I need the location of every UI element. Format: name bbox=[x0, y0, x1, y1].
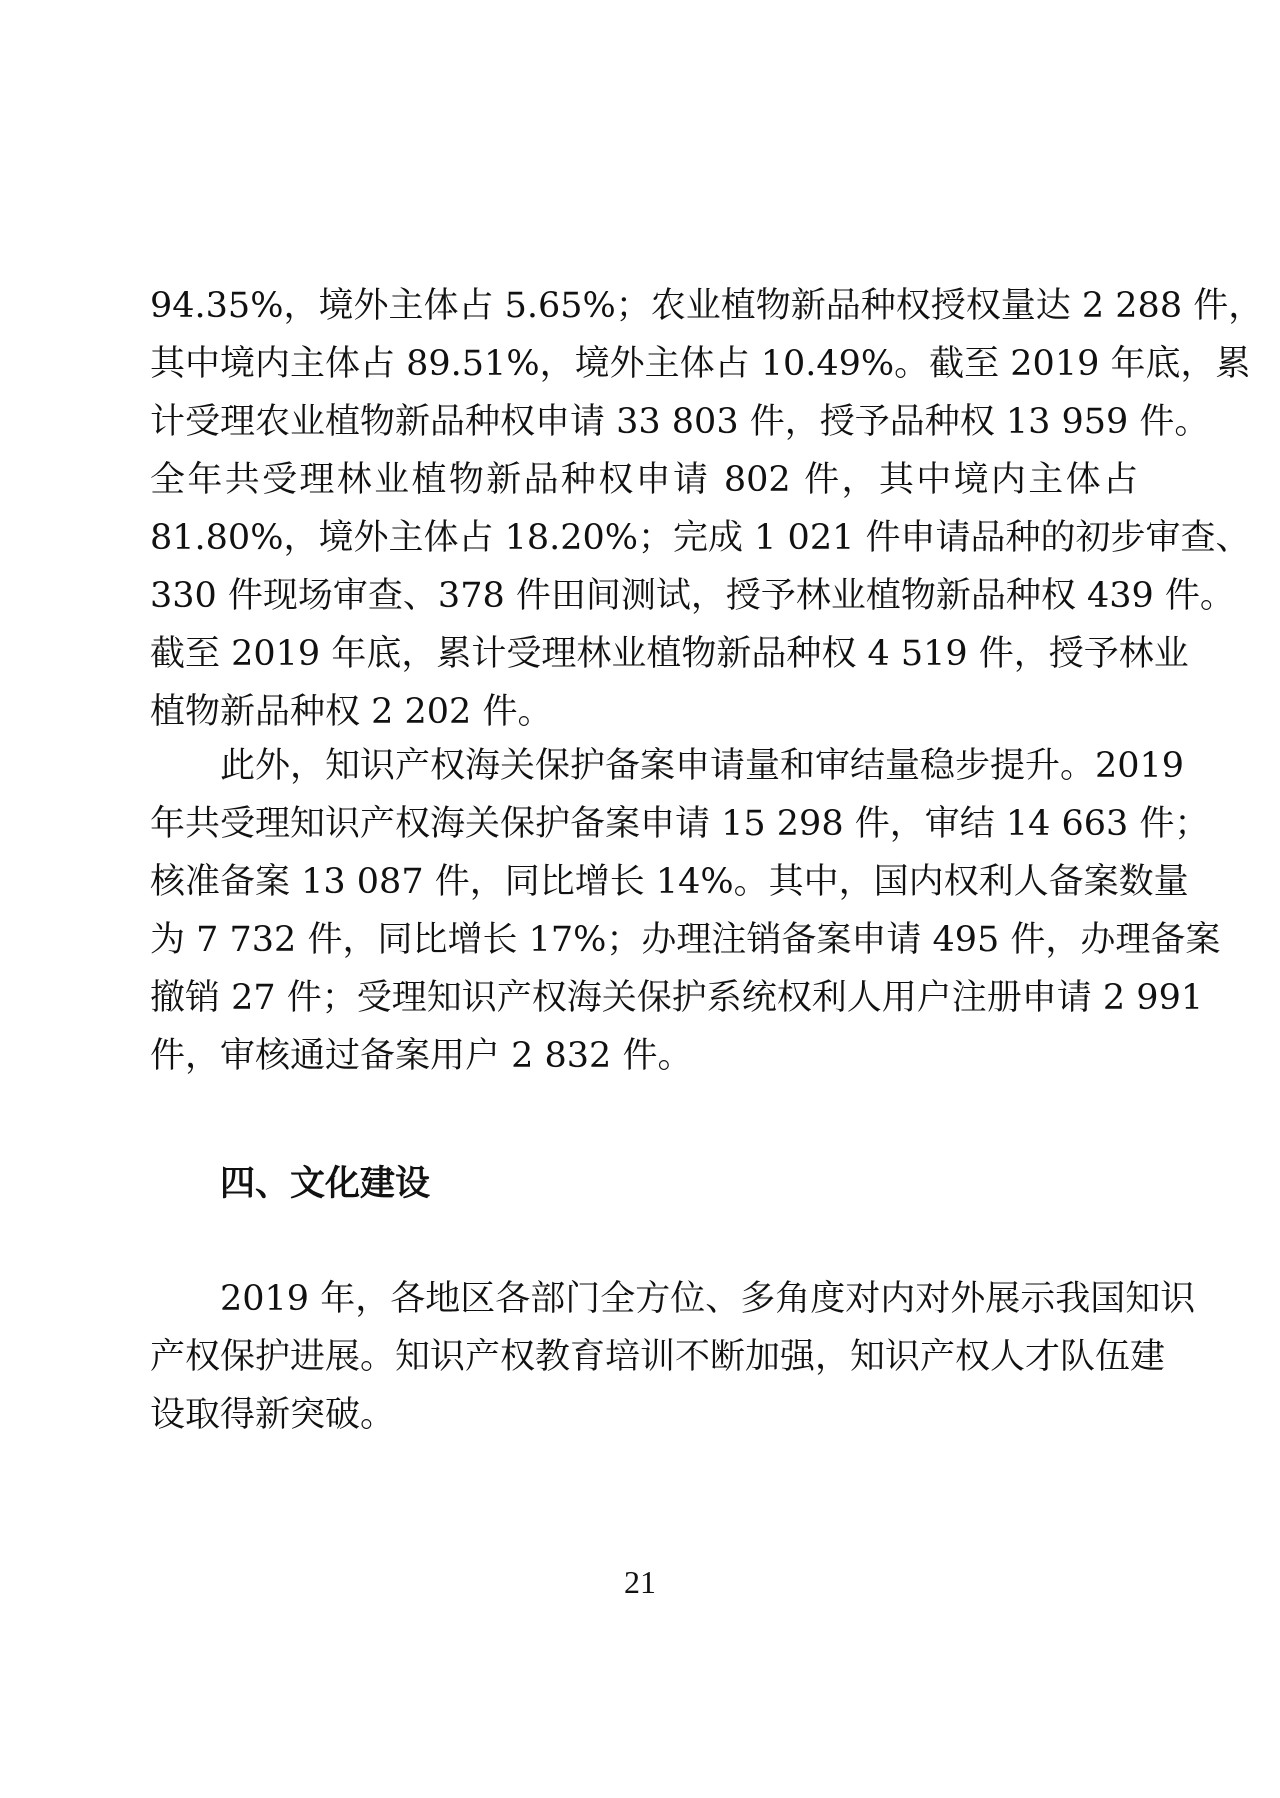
text-line: 截至 2019 年底，累计受理林业植物新品种权 4 519 件，授予林业 bbox=[150, 634, 1189, 674]
text-line: 全年共受理林业植物新品种权申请 802 件，其中境内主体占 bbox=[150, 460, 1138, 500]
text-line: 2019 年，各地区各部门全方位、多角度对内对外展示我国知识 bbox=[220, 1279, 1196, 1319]
text-line: 件，审核通过备案用户 2 832 件。 bbox=[150, 1036, 693, 1076]
text-line: 撤销 27 件；受理知识产权海关保护系统权利人用户注册申请 2 991 bbox=[150, 978, 1204, 1018]
text-line: 其中境内主体占 89.51%，境外主体占 10.49%。截至 2019 年底，累 bbox=[150, 344, 1251, 384]
text-line: 设取得新突破。 bbox=[150, 1395, 396, 1435]
page-number: 21 bbox=[624, 1564, 656, 1600]
text-line: 94.35%，境外主体占 5.65%；农业植物新品种权授权量达 2 288 件， bbox=[150, 286, 1264, 326]
text-line: 植物新品种权 2 202 件。 bbox=[150, 692, 553, 732]
paragraph-customs-protection bbox=[150, 737, 1221, 1085]
paragraph-plant-variety-rights bbox=[150, 277, 1264, 741]
text-line: 330 件现场审查、378 件田间测试，授予林业植物新品种权 439 件。 bbox=[150, 576, 1235, 616]
text-line: 81.80%，境外主体占 18.20%；完成 1 021 件申请品种的初步审查、 bbox=[150, 518, 1251, 558]
text-line: 核准备案 13 087 件，同比增长 14%。其中，国内权利人备案数量 bbox=[150, 862, 1189, 902]
text-line: 年共受理知识产权海关保护备案申请 15 298 件，审结 14 663 件； bbox=[150, 804, 1210, 844]
section-heading: 四、文化建设 bbox=[220, 1164, 431, 1204]
text-line: 为 7 732 件，同比增长 17%；办理注销备案申请 495 件，办理备案 bbox=[150, 920, 1221, 960]
section-heading-block bbox=[150, 1155, 1138, 1213]
paragraph-culture-building bbox=[150, 1270, 1196, 1444]
text-line: 此外，知识产权海关保护备案申请量和审结量稳步提升。2019 bbox=[220, 746, 1185, 786]
text-line: 产权保护进展。知识产权教育培训不断加强，知识产权人才队伍建 bbox=[150, 1337, 1166, 1377]
text-line: 计受理农业植物新品种权申请 33 803 件，授予品种权 13 959 件。 bbox=[150, 402, 1210, 442]
